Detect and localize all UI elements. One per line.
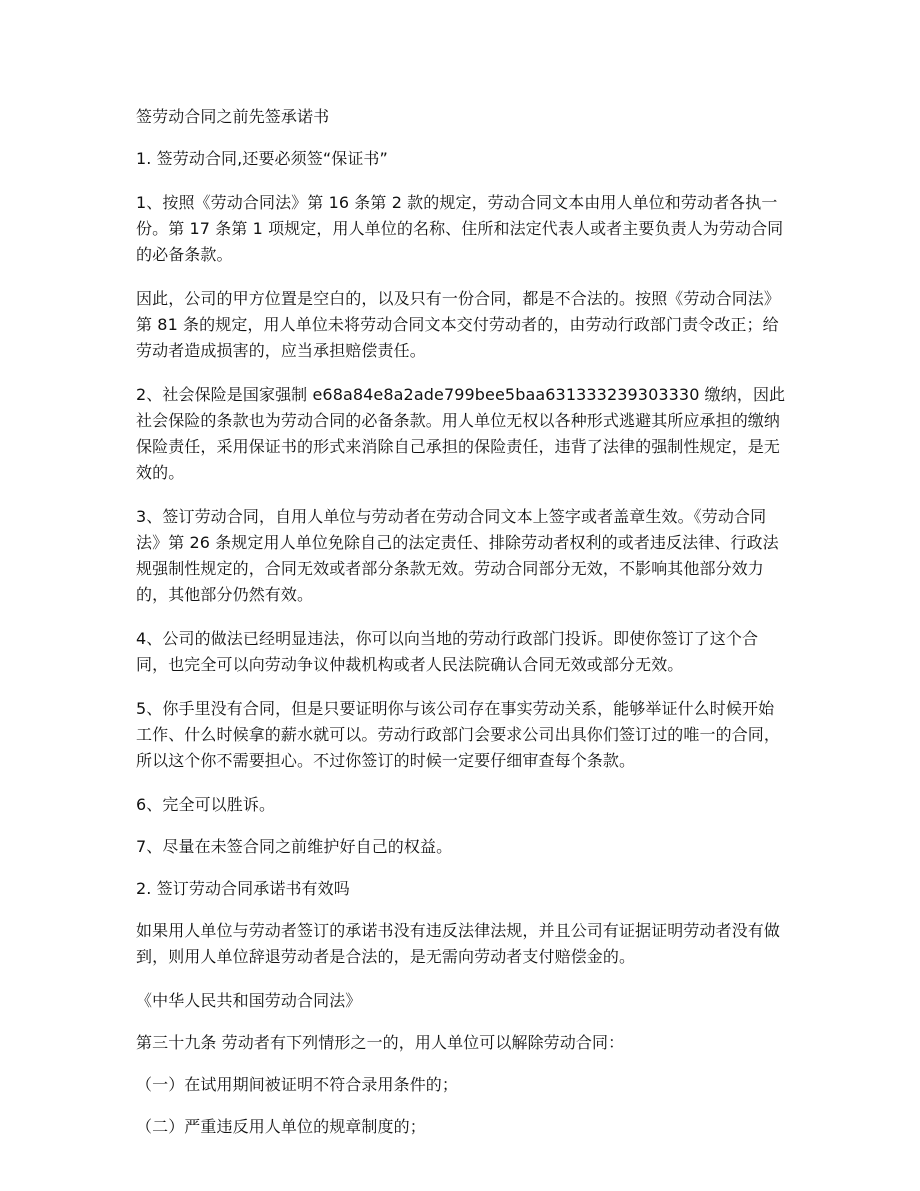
article-39: 第三十九条 劳动者有下列情形之一的，用人单位可以解除劳动合同： [136,1033,625,1052]
paragraph-4: 3、签订劳动合同，自用人单位与劳动者在劳动合同文本上签字或者盖章生效。《劳动合同法》第 26 条规定用人单位免除自己的法定责任、排除劳动者权利的或者违反法律、行政法规强制性规定的，合同无效或者部分条款无效。劳动合同部分无效，不影响其他部分效力的，其他部分仍然有效。 [136,507,779,604]
paragraph-5: 4、公司的做法已经明显违法，你可以向当地的劳动行政部门投诉。即使你签订了这个合同，也完全可以向劳动争议仲裁机构或者人民法院确认合同无效或部分无效。 [136,629,759,674]
document-content [136,104,786,1156]
section-heading-1: 1. 签劳动合同,还要必须签“保证书” [136,149,388,168]
document-title: 签劳动合同之前先签承诺书 [136,107,330,126]
paragraph-1: 1、按照《劳动合同法》第 16 条第 2 款的规定，劳动合同文本由用人单位和劳动者各执一份。第 17 条第 1 项规定，用人单位的名称、住所和法定代表人或者主要负责人为劳动合同的必备条款。 [136,193,784,264]
article-39-item-2: （二）严重违反用人单位的规章制度的； [136,1117,426,1136]
paragraph-2: 因此，公司的甲方位置是空白的，以及只有一份合同，都是不合法的。按照《劳动合同法》第 81 条的规定，用人单位未将劳动合同文本交付劳动者的，由劳动行政部门责令改正；给劳动者造成损害的，应当承担赔偿责任。 [136,289,781,360]
paragraph-7: 6、完全可以胜诉。 [136,795,276,814]
article-39-item-1: （一）在试用期间被证明不符合录用条件的； [136,1075,459,1094]
law-title: 《中华人民共和国劳动合同法》 [136,991,362,1010]
paragraph-6: 5、你手里没有合同，但是只要证明你与该公司存在事实劳动关系，能够举证什么时候开始工作、什么时候拿的薪水就可以。劳动行政部门会要求公司出具你们签订过的唯一的合同，所以这个你不需要担心。不过你签订的时候一定要仔细审查每个条款。 [136,699,781,770]
paragraph-8: 7、尽量在未签合同之前维护好自己的权益。 [136,837,453,856]
paragraph-9: 如果用人单位与劳动者签订的承诺书没有违反法律法规，并且公司有证据证明劳动者没有做到，则用人单位辞退劳动者是合法的，是无需向劳动者支付赔偿金的。 [136,921,781,966]
section-heading-2: 2. 签订劳动合同承诺书有效吗 [136,879,350,898]
paragraph-3: 2、社会保险是国家强制 e68a84e8a2ade799bee5baa631333239303330 缴纳，因此社会保险的条款也为劳动合同的必备条款。用人单位无权以各种形式逃避其所应承担的缴纳保险责任，采用保证书的形式来消除自己承担的保险责任，违背了法律的强制性规定，是无效的。 [136,385,786,482]
